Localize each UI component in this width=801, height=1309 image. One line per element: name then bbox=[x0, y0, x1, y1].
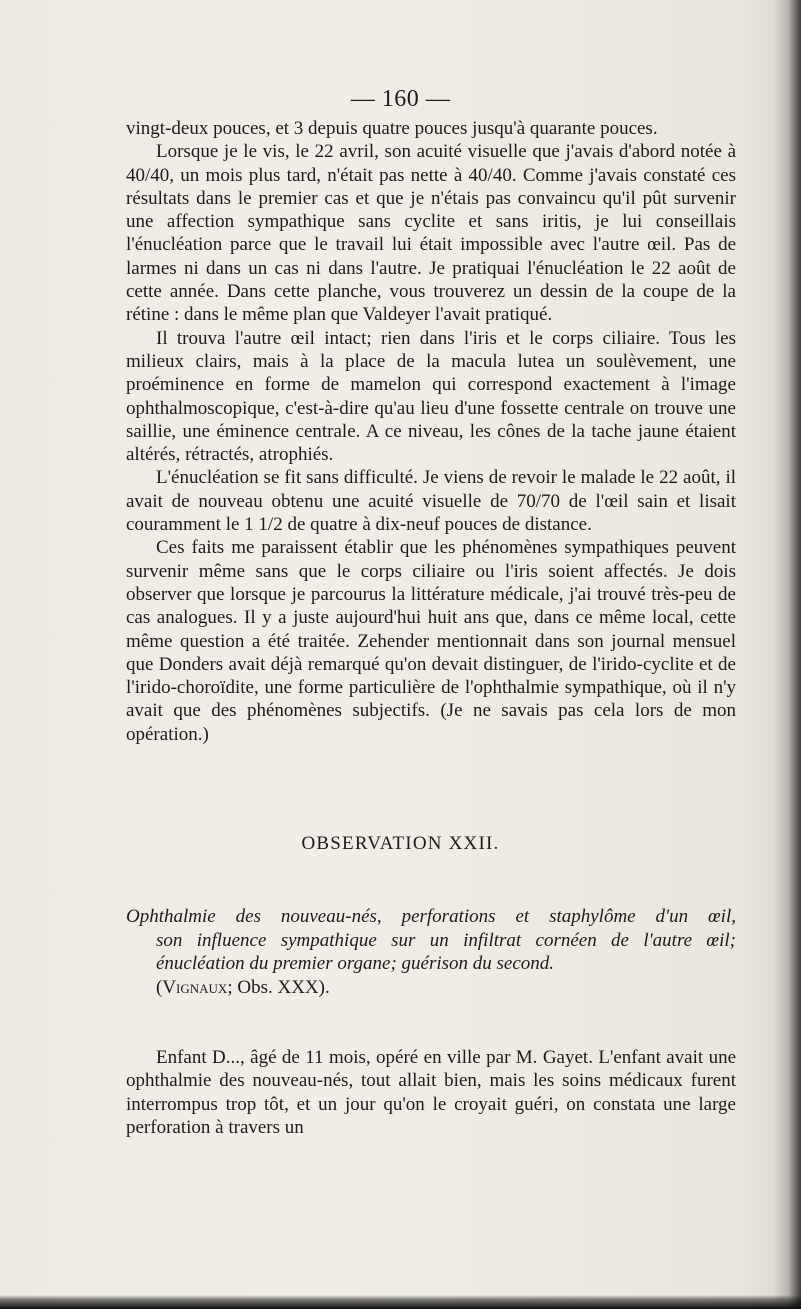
ref-obs: Obs. XXX bbox=[237, 976, 319, 998]
subtitle-line-1: Ophthalmie des nouveau-nés, perforations et staphylôme d'un œil, bbox=[126, 906, 736, 927]
ref-close: ). bbox=[318, 976, 330, 998]
observation-reference bbox=[156, 977, 330, 998]
body-text bbox=[126, 117, 736, 746]
observation-heading: OBSERVATION XXII. bbox=[301, 833, 500, 854]
paragraph-enucleation: L'énucléation se fit sans difficulté. Je viens de revoir le malade le 22 août, il avait de nouveau obtenu une acuité visuelle de 70/70 de l'œil sain et lisait couramment le 1 1/2 de quatre à dix-neuf pouces de distance. bbox=[126, 467, 736, 536]
page-bottom-edge bbox=[0, 1295, 801, 1309]
paragraph-continuation: vingt-deux pouces, et 3 depuis quatre pouces jusqu'à quarante pouces. bbox=[126, 118, 658, 139]
paragraph-acuity: Lorsque je le vis, le 22 avril, son acuité visuelle que j'avais d'abord notée à 40/40, un mois plus tard, n'était pas nette à 40/40. Comme j'avais constaté ces résultats dans le premier cas et que je n'étais pas convaincu qu'il pût survenir une affection sympathique sans cyclite et sans iritis, je lui conseillais l'énucléation parce que le travail lui était impossible avec l'autre œil. Pas de larmes ni dans un cas ni dans l'autre. Je pratiquai l'énucléation le 22 août de cette année. Dans cette planche, vous trouverez un dessin de la coupe de la rétine : dans le même plan que Valdeyer l'avait pratiqué. bbox=[126, 141, 736, 326]
paragraph-case: Enfant D..., âgé de 11 mois, opéré en ville par M. Gayet. L'enfant avait une ophthalmie des nouveau-nés, tout allait bien, mais les soins médicaux furent interrompus trop tôt, et un jour qu'on le croyait guéri, on constata une large perforation à travers un bbox=[126, 1047, 736, 1138]
subtitle-continuation bbox=[126, 929, 736, 1000]
case-text bbox=[126, 1046, 736, 1139]
binding-shadow bbox=[773, 0, 801, 1309]
paragraph-findings: Il trouva l'autre œil intact; rien dans l'iris et le corps ciliaire. Tous les milieux clairs, mais à la place de la macula lutea un soulèvement, une proéminence en forme de mamelon qui correspond exactement à l'image ophthalmoscopique, c'est-à-dire qu'au lieu d'une fossette centrale on trouve une saillie, une éminence centrale. A ce niveau, les cônes de la tache jaune étaient altérés, rétractés, atrophiés. bbox=[126, 327, 736, 466]
subtitle-rest: son influence sympathique sur un infiltrat cornéen de l'autre œil; énucléation du premier organe; guérison du second. bbox=[156, 929, 736, 974]
page-number: — 160 — bbox=[350, 86, 451, 112]
observation-subtitle bbox=[126, 905, 736, 999]
paragraph-conclusions: Ces faits me paraissent établir que les phénomènes sympathiques peuvent survenir même sans que le corps ciliaire ou l'iris soient affectés. Je dois observer que lorsque je parcourus la littérature médicale, j'ai trouvé très-peu de cas analogues. Il y a juste aujourd'hui huit ans que, dans ce même local, cette même question a été traitée. Zehender mentionnait dans son journal mensuel que Donders avait déjà remarqué qu'on devait distinguer, de l'irido-cyclite et de l'irido-choroïdite, une forme particulière de l'ophthalmie sympathique, où il n'y avait que des phénomènes subjectifs. (Je ne savais pas cela lors de mon opération.) bbox=[126, 537, 736, 745]
ref-author: Vignaux bbox=[162, 976, 228, 998]
ref-open: ( bbox=[156, 976, 163, 998]
ref-separator: ; bbox=[227, 976, 238, 998]
